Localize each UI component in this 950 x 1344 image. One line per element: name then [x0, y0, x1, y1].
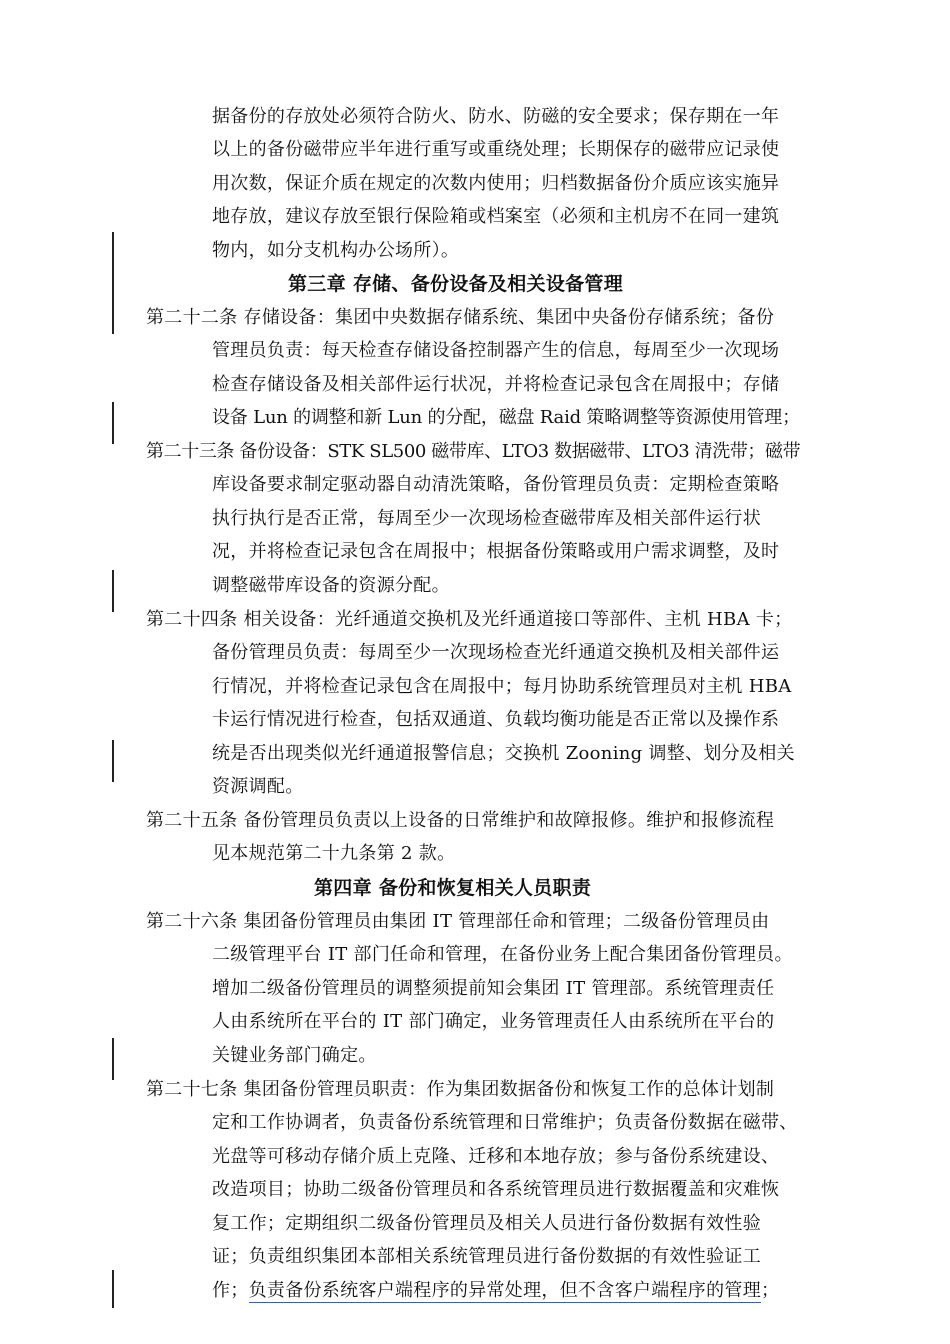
- text-line: 卡运行情况进行检查，包括双通道、负载均衡功能是否正常以及操作系: [212, 709, 780, 730]
- text-line: 调整磁带库设备的资源分配。: [212, 575, 450, 596]
- text-line: 检查存储设备及相关部件运行状况，并将检查记录包含在周报中；存储: [212, 374, 780, 395]
- revision-bar: [112, 1270, 114, 1308]
- revision-bar: [112, 232, 114, 334]
- article-line: 第二十五条 备份管理员负责以上设备的日常维护和故障报修。维护和报修流程: [146, 810, 775, 831]
- text-segment: 作；: [212, 1280, 249, 1301]
- chapter-heading: 第三章 存储、备份设备及相关设备管理: [288, 273, 624, 295]
- text-line: 据备份的存放处必须符合防火、防水、防磁的安全要求；保存期在一年: [212, 106, 780, 127]
- text-line: [212, 1278, 779, 1304]
- text-line: 地存放，建议存放至银行保险箱或档案室（必须和主机房不在同一建筑: [212, 206, 780, 227]
- text-line: 关键业务部门确定。: [212, 1045, 377, 1066]
- revision-bar: [112, 570, 114, 612]
- text-line: 增加二级备份管理员的调整须提前知会集团 IT 管理部。系统管理责任: [212, 978, 775, 999]
- text-line: 光盘等可移动存储介质上克隆、迁移和本地存放；参与备份系统建设、: [212, 1146, 780, 1167]
- text-line: 行情况，并将检查记录包含在周报中；每月协助系统管理员对主机 HBA: [212, 676, 792, 697]
- text-line: 定和工作协调者，负责备份系统管理和日常维护；负责备份数据在磁带、: [212, 1112, 798, 1133]
- text-segment: ；: [761, 1280, 780, 1301]
- text-line: 复工作；定期组织二级备份管理员及相关人员进行备份数据有效性验: [212, 1213, 761, 1234]
- text-line: 管理员负责：每天检查存储设备控制器产生的信息，每周至少一次现场: [212, 340, 780, 361]
- revision-bar: [112, 740, 114, 782]
- article-line: 第二十四条 相关设备：光纤通道交换机及光纤通道接口等部件、主机 HBA 卡；: [146, 609, 793, 630]
- article-line: 第二十六条 集团备份管理员由集团 IT 管理部任命和管理；二级备份管理员由: [146, 911, 770, 932]
- article-line: 第二十二条 存储设备：集团中央数据存储系统、集团中央备份存储系统；备份: [146, 307, 775, 328]
- article-line: 第二十七条 集团备份管理员职责：作为集团数据备份和恢复工作的总体计划制: [146, 1079, 775, 1100]
- text-line: 见本规范第二十九条第 2 款。: [212, 843, 456, 864]
- text-line: 设备 Lun 的调整和新 Lun 的分配，磁盘 Raid 策略调整等资源使用管理；: [212, 407, 800, 428]
- article-line: 第二十三条 备份设备：STK SL500 磁带库、LTO3 数据磁带、LTO3 清洗带；磁带: [146, 441, 801, 462]
- text-line: 备份管理员负责：每周至少一次现场检查光纤通道交换机及相关部件运: [212, 642, 780, 663]
- text-line: 人由系统所在平台的 IT 部门确定，业务管理责任人由系统所在平台的: [212, 1011, 775, 1032]
- text-line: 物内，如分支机构办公场所）。: [212, 240, 460, 261]
- text-line: 库设备要求制定驱动器自动清洗策略，备份管理员负责：定期检查策略: [212, 474, 780, 495]
- text-line: 二级管理平台 IT 部门任命和管理，在备份业务上配合集团备份管理员。: [212, 944, 793, 965]
- revision-bar: [112, 1038, 114, 1080]
- revision-bar: [112, 402, 114, 444]
- underlined-text: 负责备份系统客户端程序的异常处理，但不含客户端程序的管理: [248, 1280, 762, 1301]
- text-line: 用次数，保证介质在规定的次数内使用；归档数据备份介质应该实施异: [212, 173, 780, 194]
- text-line: 改造项目；协助二级备份管理员和各系统管理员进行数据覆盖和灾难恢: [212, 1179, 780, 1200]
- text-line: 况，并将检查记录包含在周报中；根据备份策略或用户需求调整，及时: [212, 541, 780, 562]
- text-line: 统是否出现类似光纤通道报警信息；交换机 Zooning 调整、划分及相关: [212, 743, 795, 764]
- text-line: 执行执行是否正常，每周至少一次现场检查磁带库及相关部件运行状: [212, 508, 761, 529]
- text-line: 证；负责组织集团本部相关系统管理员进行备份数据的有效性验证工: [212, 1246, 761, 1267]
- chapter-heading: 第四章 备份和恢复相关人员职责: [314, 877, 592, 899]
- text-line: 资源调配。: [212, 776, 304, 797]
- text-line: 以上的备份磁带应半年进行重写或重绕处理；长期保存的磁带应记录使: [212, 139, 780, 160]
